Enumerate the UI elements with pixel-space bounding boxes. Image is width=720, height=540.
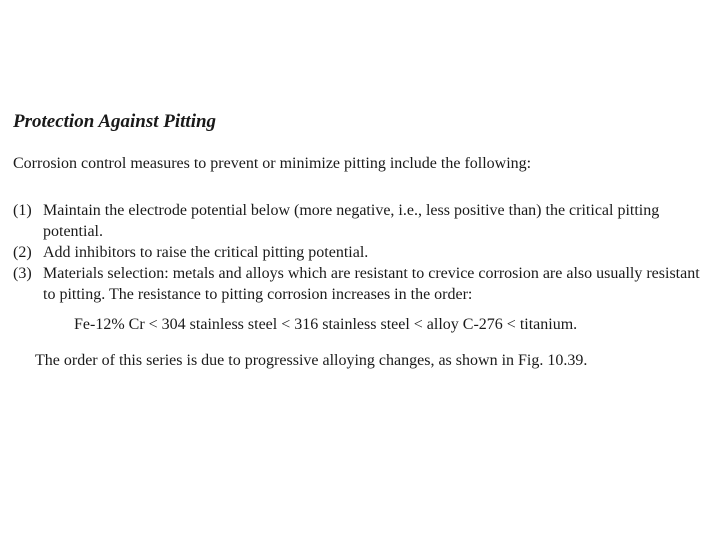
measures-list	[13, 200, 703, 305]
section-heading: Protection Against Pitting	[13, 111, 217, 132]
list-item-number: (3)	[13, 265, 32, 282]
list-item-text: Add inhibitors to raise the critical pitting potential.	[43, 244, 369, 261]
closing-paragraph: The order of this series is due to progressive alloying changes, as shown in Fig. 10.39.	[35, 352, 588, 369]
list-item-text: Materials selection: metals and alloys which are resistant to crevice corrosion are also usually resistant to pitting. The resistance to pitting corrosion increases in the order:	[43, 265, 700, 303]
intro-paragraph: Corrosion control measures to prevent or minimize pitting include the following:	[13, 155, 532, 172]
list-item-number: (1)	[13, 202, 32, 219]
list-item	[13, 263, 703, 305]
list-item	[13, 242, 703, 263]
list-item-number: (2)	[13, 244, 32, 261]
resistance-order: Fe-12% Cr < 304 stainless steel < 316 stainless steel < alloy C-276 < titanium.	[74, 316, 578, 333]
list-item	[13, 200, 703, 242]
list-item-text: Maintain the electrode potential below (more negative, i.e., less positive than) the critical pitting potential.	[43, 202, 660, 240]
